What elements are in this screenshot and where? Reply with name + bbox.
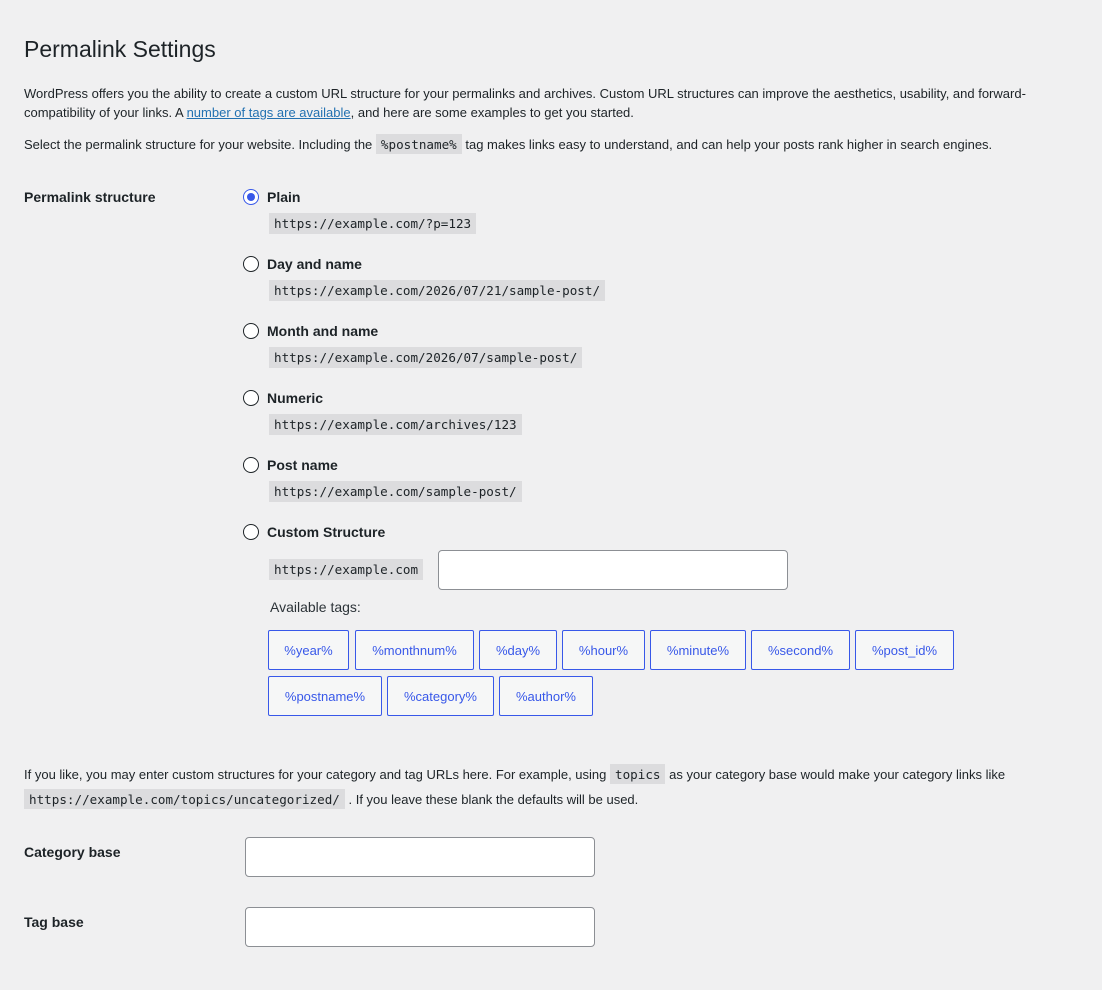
option-numeric-label[interactable]: Numeric [267,390,324,406]
intro-text: WordPress offers you the ability to create a custom URL structure for your permalinks and archives. Custom URL structures can improve the aesthetics, usability, and forward-compatibility of your links. A [24,86,1026,120]
optional-note-text: If you like, you may enter custom structures for your category and tag URLs here. For example, using [24,767,610,782]
tag-button-category[interactable]: %category% [387,676,494,716]
topics-code: topics [610,764,666,784]
tag-button-second[interactable]: %second% [751,630,850,670]
option-custom-structure-label[interactable]: Custom Structure [267,524,386,540]
option-month-and-name[interactable] [243,323,378,339]
radio-month-and-name[interactable] [243,323,259,339]
tag-base-label: Tag base [24,914,84,930]
optional-note-text-end: . If you leave these blank the defaults will be used. [344,792,639,807]
option-day-and-name[interactable] [243,256,362,272]
select-structure-note [24,135,1084,155]
example-category-url-code: https://example.com/topics/uncategorized/ [24,789,345,809]
example-url-month-and-name: https://example.com/2026/07/sample-post/ [269,347,582,368]
tag-button-year[interactable]: %year% [268,630,349,670]
tag-button-day[interactable]: %day% [479,630,557,670]
radio-post-name[interactable] [243,457,259,473]
radio-day-and-name[interactable] [243,256,259,272]
custom-structure-input[interactable] [438,550,788,590]
option-numeric[interactable] [243,390,323,406]
radio-custom-structure[interactable] [243,524,259,540]
select-note-text: Select the permalink structure for your website. Including the [24,137,376,152]
select-note-text-end: tag makes links easy to understand, and can help your posts rank higher in search engines. [461,137,993,152]
radio-plain[interactable] [243,189,259,205]
tag-button-monthnum[interactable]: %monthnum% [355,630,474,670]
postname-code: %postname% [376,134,462,154]
radio-numeric[interactable] [243,390,259,406]
intro-text-end: , and here are some examples to get you started. [350,105,634,120]
available-tags-label: Available tags: [270,599,361,615]
option-custom-structure[interactable] [243,524,385,540]
intro-paragraph [24,84,1054,122]
custom-prefix-code: https://example.com [269,559,423,580]
option-numeric-example [269,414,522,435]
option-post-name-label[interactable]: Post name [267,457,338,473]
optional-bases-note [24,762,1084,812]
option-month-and-name-label[interactable]: Month and name [267,323,379,339]
category-base-input[interactable] [245,837,595,877]
option-post-name[interactable] [243,457,338,473]
option-plain-example [269,213,476,234]
option-post-name-example [269,481,522,502]
tag-button-author[interactable]: %author% [499,676,593,716]
tag-button-hour[interactable]: %hour% [562,630,645,670]
page-title: Permalink Settings [24,36,216,62]
example-url-plain: https://example.com/?p=123 [269,213,476,234]
tag-base-input[interactable] [245,907,595,947]
optional-note-text-middle: as your category base would make your category links like [665,767,1006,782]
example-url-numeric: https://example.com/archives/123 [269,414,522,435]
tag-button-minute[interactable]: %minute% [650,630,746,670]
tags-available-link[interactable]: number of tags are available [186,105,351,120]
tag-button-post-id[interactable]: %post_id% [855,630,954,670]
option-plain-label[interactable]: Plain [267,189,301,205]
example-url-post-name: https://example.com/sample-post/ [269,481,522,502]
permalink-structure-label: Permalink structure [24,189,156,205]
option-day-and-name-label[interactable]: Day and name [267,256,362,272]
custom-structure-prefix [269,559,423,580]
category-base-label: Category base [24,844,121,860]
option-day-and-name-example [269,280,605,301]
option-plain[interactable] [243,189,300,205]
example-url-day-and-name: https://example.com/2026/07/21/sample-post/ [269,280,605,301]
option-month-and-name-example [269,347,582,368]
tag-button-postname[interactable]: %postname% [268,676,382,716]
